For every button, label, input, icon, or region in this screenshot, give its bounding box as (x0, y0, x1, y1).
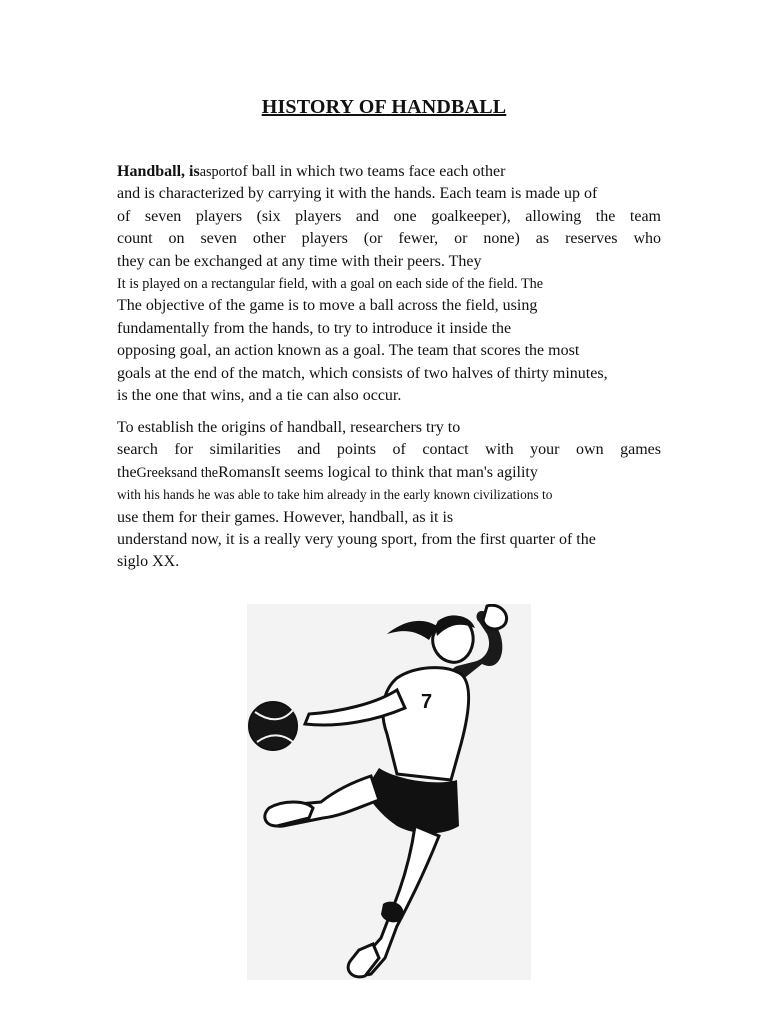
paragraph-line: with his hands he was able to take him already in the early known civilizations to (117, 487, 553, 503)
bold-lead: Handball, is (117, 163, 200, 180)
jersey (383, 668, 469, 780)
ponytail (387, 621, 437, 640)
paragraph-line: It is played on a rectangular field, with a goal on each side of the field. The (117, 276, 543, 293)
paragraph-line: search for similarities and points of contact with your own games (117, 441, 661, 459)
paragraph-line: is the one that wins, and a tie can also occur. (117, 387, 402, 405)
paragraph-line: they can be exchanged at any time with their peers. They (117, 252, 482, 270)
paragraph-line: understand now, it is a really very young sport, from the first quarter of the (117, 531, 596, 549)
text-run: a (199, 164, 207, 180)
page-title: HISTORY OF HANDBALL (261, 96, 507, 118)
text-run: of ball in which two teams face each other (234, 163, 506, 180)
paragraph-line (117, 161, 661, 183)
paragraph-line: opposing goal, an action known as a goal. The team that scores the most (117, 342, 580, 360)
paragraph-line: goals at the end of the match, which consists of two halves of thirty minutes, (117, 364, 608, 382)
paragraph-line: The objective of the game is to move a ball across the field, using (117, 297, 538, 315)
paragraph-line: use them for their games. However, handball, as it is (117, 508, 454, 526)
handball-player-illustration (247, 604, 531, 980)
paragraph-line: and is characterized by carrying it with the hands. Each team is made up of (117, 185, 598, 203)
text-run: It seems logical to think that man's agility (270, 463, 538, 481)
paragraph-line: fundamentally from the hands, to try to introduce it inside the (117, 319, 512, 337)
paragraph-intro (117, 161, 661, 407)
text-run: sport (206, 164, 235, 180)
paragraph-line: To establish the origins of handball, researchers try to (117, 419, 461, 436)
paragraph-line: count on seven other players (or fewer, or none) as reserves who (117, 230, 661, 248)
raised-fist (483, 605, 507, 629)
text-run: Romans (218, 463, 271, 481)
paragraph-origins (117, 417, 661, 574)
text-run: the (117, 463, 137, 481)
text-run: and the (176, 464, 219, 481)
paragraph-line (117, 462, 661, 484)
jersey-number: 7 (421, 691, 433, 713)
text-run: Greeks (136, 464, 177, 481)
ball (249, 702, 297, 750)
handball-player-drawing (247, 604, 531, 980)
paragraph-line: of seven players (six players and one goalkeeper), allowing the team (117, 207, 661, 225)
paragraph-line: siglo XX. (117, 553, 180, 571)
